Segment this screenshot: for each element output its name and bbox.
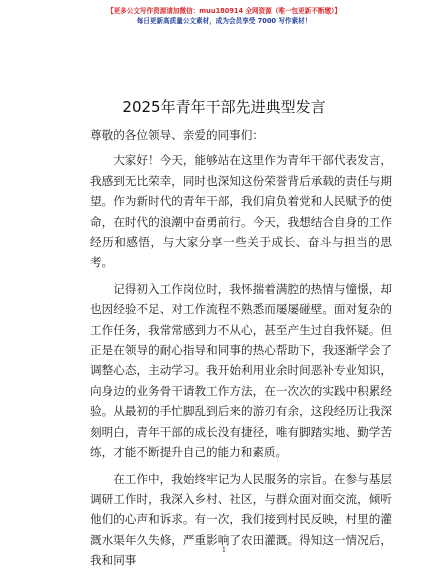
- page-number: 1: [221, 546, 227, 554]
- promo-banner-line-2: 每日更新高质量公文素材，成为会员享受 7000 写作素材！: [136, 17, 312, 25]
- promo-banner: [0, 6, 448, 26]
- salutation: 尊敬的各位领导、亲爱的同事们：: [90, 128, 264, 142]
- paragraph-2: 记得初入工作岗位时，我怀揣着满腔的热情与憧憬，却也因经验不足、对工作流程不熟悉而屡屡碰壁。面对复杂的工作任务，我常常感到力不从心，甚至产生过自我怀疑。但正是在领导的耐心指导和同事的热心帮助下，我逐渐学会了调整心态，主动学习。我开始利用业余时间恶补专业知识，向身边的业务骨干请教工作方法，在一次次的实践中积累经验。从最初的手忙脚乱到后来的游刃有余，这段经历让我深刻明白，青年干部的成长没有捷径，唯有脚踏实地、勤学苦练，才能不断提升自己的能力和素质。: [90, 281, 392, 460]
- document-title: 2025年青年干部先进典型发言: [122, 98, 326, 116]
- paragraph-3: 在工作中，我始终牢记为人民服务的宗旨。在参与基层调研工作时，我深入乡村、社区，与群众面对面交流，倾听他们的心声和诉求。有一次，我们接到村民反映，村里的灌溉水渠年久失修，严重影响了农田灌溉。得知这一情况后，我和同事: [90, 471, 392, 568]
- promo-banner-line-1: 【更多公文写作资源请加微信：muu180914 全网资源（唯一包更新不断缴）】: [107, 7, 341, 15]
- paragraph-1: 大家好！今天，能够站在这里作为青年干部代表发言，我感到无比荣幸，同时也深知这份荣誉背后承载的责任与期望。作为新时代的青年干部，我们肩负着党和人民赋予的使命，在时代的浪潮中奋勇前行。今天，我想结合自身的工作经历和感悟，与大家分享一些关于成长、奋斗与担当的思考。: [90, 153, 392, 270]
- document-body: [90, 125, 392, 577]
